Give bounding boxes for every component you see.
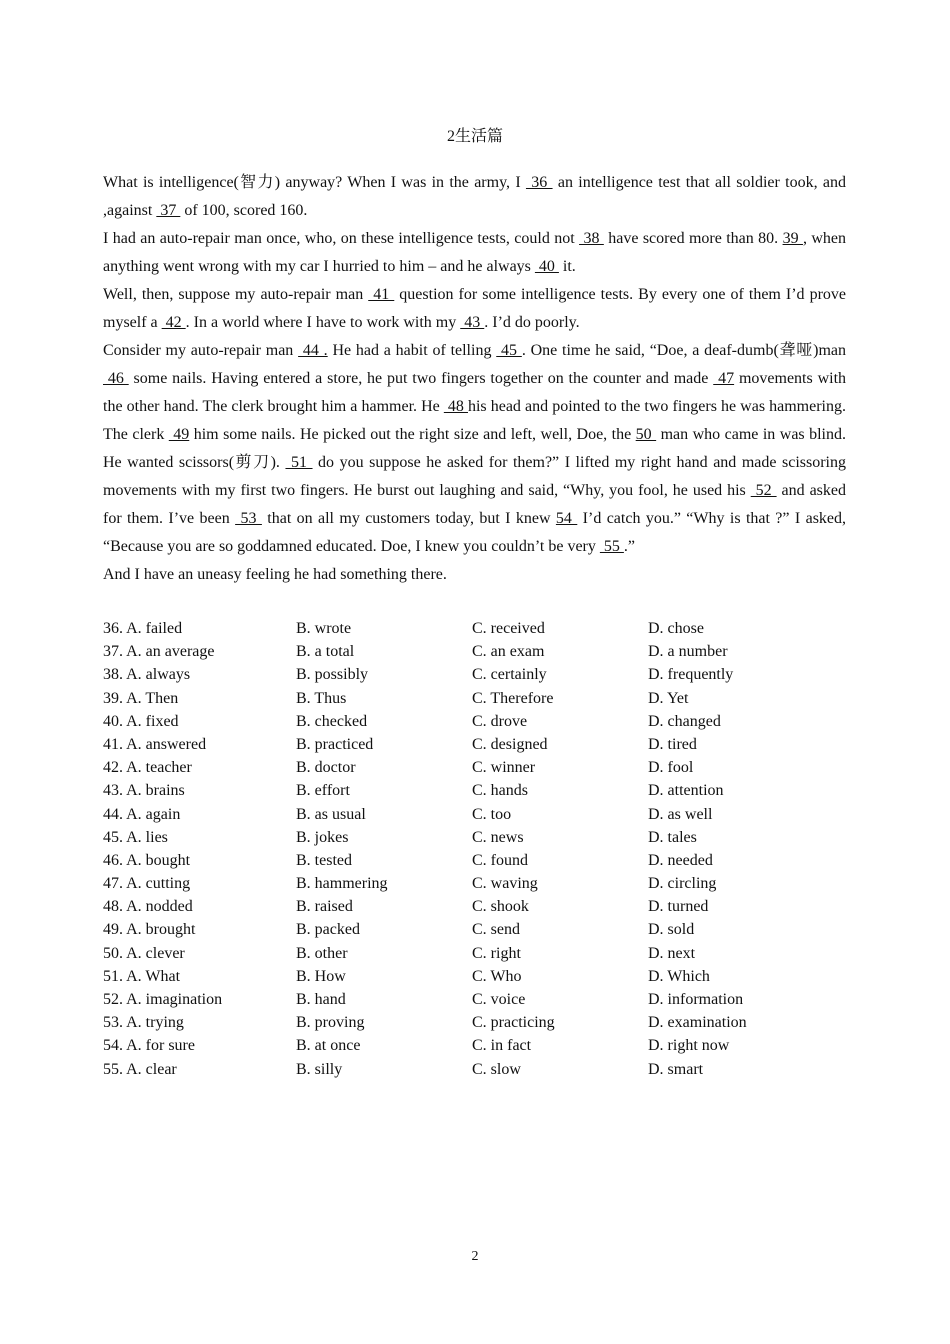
option-a: 42. A. teacher — [103, 759, 192, 777]
option-a: 50. A. clever — [103, 944, 185, 962]
option-row — [103, 663, 846, 686]
option-d: D. tired — [648, 735, 697, 753]
option-c: C. winner — [472, 759, 536, 777]
option-d: D. tales — [648, 828, 697, 846]
option-row — [103, 710, 846, 733]
option-d: D. needed — [648, 851, 713, 869]
option-d: D. as well — [648, 805, 713, 823]
option-row — [103, 942, 846, 965]
blank-number: 52 — [750, 482, 777, 499]
option-row — [103, 756, 846, 779]
option-b: B. as usual — [296, 805, 366, 823]
option-row — [103, 872, 846, 895]
passage-text: . In a world where I have to work with my — [185, 314, 461, 331]
option-d: D. right now — [648, 1037, 730, 1055]
option-row — [103, 849, 846, 872]
passage-text: have scored more than 80. — [603, 230, 783, 247]
blank-number: 36 — [525, 174, 553, 191]
blank-number: 40 — [534, 258, 559, 275]
option-row — [103, 640, 846, 663]
option-c: C. Therefore — [472, 689, 554, 707]
passage-text: Consider my auto-repair man — [103, 342, 299, 359]
passage-text: his head and pointed to the two fingers he was hammering. The clerk — [103, 398, 847, 443]
option-d: D. Yet — [648, 689, 689, 707]
blank-number: 41 — [368, 286, 395, 303]
passage — [103, 169, 846, 589]
passage-text: it. — [558, 258, 576, 275]
passage-text: He had a habit of telling — [327, 342, 497, 359]
option-b: B. How — [296, 967, 346, 985]
passage-text: him some nails. He picked out the right size and left, well, Doe, the — [189, 426, 636, 443]
option-d: D. a number — [648, 643, 728, 661]
option-a: 46. A. bought — [103, 851, 191, 869]
option-c: C. too — [472, 805, 512, 823]
option-row — [103, 895, 846, 918]
option-a: 37. A. an average — [103, 643, 215, 661]
option-a: 47. A. cutting — [103, 875, 191, 893]
blank-number: 55 — [599, 538, 624, 555]
option-a: 49. A. brought — [103, 921, 196, 939]
option-d: D. chose — [648, 620, 704, 637]
option-b: B. practiced — [296, 735, 374, 753]
option-c: C. voice — [472, 991, 526, 1008]
option-row — [103, 918, 846, 941]
blank-number: 43 — [460, 314, 485, 331]
option-c: C. hands — [472, 782, 528, 800]
passage-text: some nails. Having entered a store, he put two fingers together on the counter and made — [128, 370, 714, 387]
blank-number: 48 — [443, 398, 468, 415]
passage-text: , when anything went wrong with my car I hurried to him – and he always — [103, 230, 846, 275]
option-d: D. changed — [648, 712, 721, 730]
option-a: 41. A. answered — [103, 735, 207, 753]
option-d: D. Which — [648, 967, 710, 985]
passage-text: I had an auto-repair man once, who, on these intelligence tests, could not — [103, 230, 580, 247]
option-b: B. doctor — [296, 759, 356, 777]
option-b: B. a total — [296, 643, 355, 661]
option-d: D. examination — [648, 1014, 747, 1032]
blank-number: 47 — [713, 370, 735, 387]
blank-number: 53 — [235, 510, 262, 527]
option-a: 48. A. nodded — [103, 898, 193, 916]
passage-text: . I’d do poorly. — [484, 314, 580, 331]
option-c: C. send — [472, 921, 520, 939]
option-d: D. smart — [648, 1060, 704, 1078]
option-c: C. shook — [472, 898, 529, 916]
passage-paragraph — [103, 225, 846, 281]
option-c: C. news — [472, 828, 524, 846]
option-b: B. wrote — [296, 620, 352, 637]
option-row — [103, 988, 846, 1011]
option-b: B. raised — [296, 898, 353, 916]
passage-paragraph — [103, 169, 846, 225]
blank-number: 54 — [555, 510, 578, 527]
option-b: B. tested — [296, 851, 352, 869]
option-b: B. at once — [296, 1037, 361, 1055]
option-a: 38. A. always — [103, 666, 191, 684]
option-a: 40. A. fixed — [103, 712, 179, 730]
blank-number: 39 — [782, 230, 803, 247]
answer-options — [103, 617, 846, 1081]
option-a: 45. A. lies — [103, 828, 168, 846]
passage-text: and asked for them. I’ve been — [103, 482, 846, 527]
option-d: D. next — [648, 944, 696, 962]
option-c: C. certainly — [472, 666, 547, 684]
passage-text: man who came in was blind. He wanted scissors(剪刀). — [103, 426, 846, 471]
passage-text: .” — [623, 538, 635, 555]
option-b: B. proving — [296, 1014, 365, 1032]
option-c: C. an exam — [472, 643, 545, 661]
blank-number: 46 — [103, 370, 129, 387]
option-b: B. silly — [296, 1060, 343, 1078]
option-a: 51. A. What — [103, 967, 181, 985]
passage-text: Well, then, suppose my auto-repair man — [103, 286, 369, 303]
passage-text: an intelligence test that all soldier took, and ,against — [103, 174, 846, 219]
blank-number: 37 — [156, 202, 181, 219]
option-a: 55. A. clear — [103, 1060, 177, 1078]
passage-text: that on all my customers today, but I knew — [261, 510, 556, 527]
option-row — [103, 1058, 846, 1081]
option-d: D. information — [648, 991, 744, 1008]
blank-number: 44 . — [298, 342, 328, 359]
page-title: 2生活篇 — [446, 128, 503, 145]
option-c: C. slow — [472, 1060, 521, 1078]
option-row — [103, 687, 846, 710]
option-b: B. checked — [296, 712, 368, 730]
option-b: B. hand — [296, 991, 346, 1008]
option-a: 43. A. brains — [103, 782, 185, 800]
option-d: D. attention — [648, 782, 724, 800]
option-b: B. other — [296, 944, 348, 962]
passage-text: And I have an uneasy feeling he had something there. — [103, 566, 447, 583]
option-a: 39. A. Then — [103, 689, 179, 707]
passage-text: question for some intelligence tests. By every one of them I’d prove myself a — [103, 286, 846, 331]
option-a: 53. A. trying — [103, 1014, 184, 1032]
passage-paragraph — [103, 281, 846, 337]
passage-text: . One time he said, “Doe, a deaf-dumb(聋哑)man — [521, 342, 847, 359]
option-row — [103, 733, 846, 756]
option-b: B. possibly — [296, 666, 369, 684]
passage-text: What is intelligence(智力) anyway? When I was in the army, I — [103, 174, 526, 191]
passage-text: of 100, scored 160. — [180, 202, 308, 219]
option-b: B. Thus — [296, 689, 347, 707]
option-c: C. practicing — [472, 1014, 555, 1032]
option-c: C. in fact — [472, 1037, 532, 1055]
option-a: 36. A. failed — [103, 620, 183, 637]
option-c: C. Who — [472, 967, 522, 985]
option-d: D. circling — [648, 875, 717, 893]
option-c: C. designed — [472, 735, 548, 753]
option-c: C. waving — [472, 875, 538, 893]
option-row — [103, 779, 846, 802]
blank-number: 49 — [168, 426, 190, 443]
option-b: B. jokes — [296, 828, 349, 846]
option-row — [103, 965, 846, 988]
option-d: D. frequently — [648, 666, 734, 684]
option-c: C. right — [472, 944, 521, 962]
option-d: D. turned — [648, 898, 709, 916]
option-b: B. packed — [296, 921, 360, 939]
option-c: C. drove — [472, 712, 528, 730]
blank-number: 42 — [161, 314, 186, 331]
blank-number: 50 — [635, 426, 657, 443]
passage-text: do you suppose he asked for them?” I lifted my right hand and made scissoring movements with my first two fingers. He burst out laughing and said, “Why, you fool, he used his — [103, 454, 846, 499]
blank-number: 38 — [579, 230, 604, 247]
blank-number: 51 — [285, 454, 313, 471]
option-row — [103, 826, 846, 849]
option-row — [103, 1034, 846, 1057]
option-b: B. hammering — [296, 875, 388, 893]
passage-paragraph — [103, 337, 846, 561]
option-b: B. effort — [296, 782, 350, 800]
passage-paragraph — [103, 561, 846, 589]
blank-number: 45 — [496, 342, 522, 359]
option-c: C. found — [472, 851, 528, 869]
option-d: D. fool — [648, 759, 694, 777]
option-a: 54. A. for sure — [103, 1037, 195, 1055]
option-a: 44. A. again — [103, 805, 181, 823]
option-d: D. sold — [648, 921, 695, 939]
option-c: C. received — [472, 620, 545, 637]
option-row — [103, 803, 846, 826]
option-a: 52. A. imagination — [103, 991, 223, 1008]
option-row — [103, 617, 846, 640]
passage-text: I’d catch you.” “Why is that ?” I asked, “Because you are so goddamned educated. Doe, I knew you couldn’t be very — [103, 510, 847, 555]
passage-text: movements with the other hand. The clerk brought him a hammer. He — [103, 370, 847, 415]
option-row — [103, 1011, 846, 1034]
page-number: 2 — [471, 1249, 479, 1264]
